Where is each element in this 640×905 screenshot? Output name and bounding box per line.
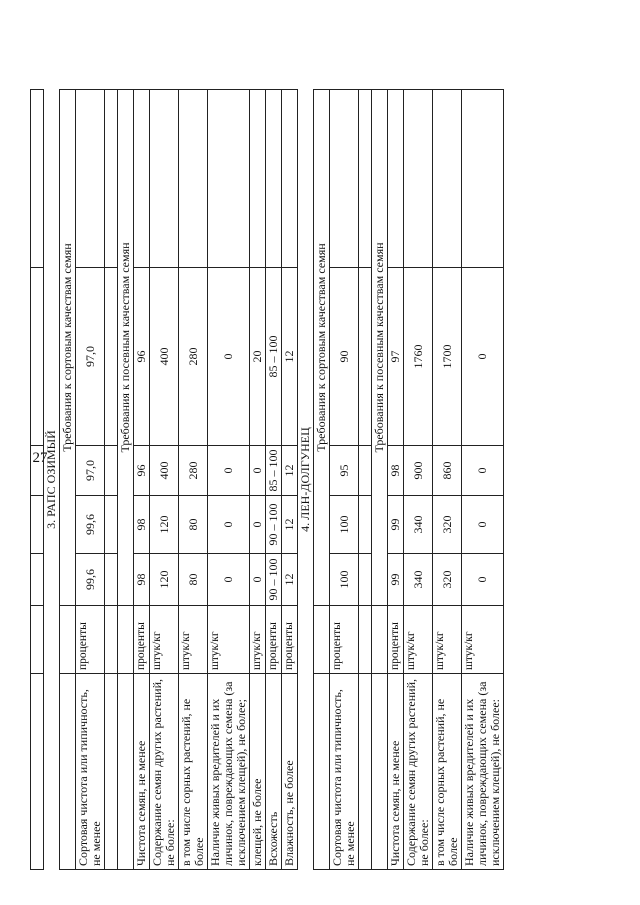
value-2: 320	[433, 496, 462, 554]
value-2: 90 – 100	[266, 496, 282, 554]
value-3: 85 – 100	[266, 446, 282, 496]
extra-empty	[433, 90, 462, 268]
blank-row	[359, 90, 372, 870]
value-1: 99,6	[76, 554, 105, 606]
table-row	[179, 90, 208, 870]
indicator-name: Сортовая чистота или типичность, не менее	[330, 674, 359, 870]
table-row	[388, 90, 404, 870]
unit-cell: проценты	[330, 606, 359, 674]
unit-cell: штук/кг	[208, 606, 250, 674]
value-1: 120	[150, 554, 179, 606]
section-title	[298, 90, 314, 870]
value-1: 80	[179, 554, 208, 606]
value-1: 98	[134, 554, 150, 606]
table-row	[250, 90, 266, 870]
unit-cell: проценты	[266, 606, 282, 674]
blank-cell	[31, 674, 44, 870]
extra-empty	[330, 90, 359, 268]
indicator-name: Чистота семян, не менее	[388, 674, 404, 870]
value-4: 97,0	[76, 268, 105, 446]
value-3: 97,0	[76, 446, 105, 496]
sub-empty	[60, 674, 76, 870]
sub-empty	[118, 674, 134, 870]
value-3: 0	[462, 446, 504, 496]
value-3: 12	[282, 446, 298, 496]
value-2: 80	[179, 496, 208, 554]
value-1: 0	[250, 554, 266, 606]
indicator-name: в том числе сорных растений, не более	[433, 674, 462, 870]
blank-cell	[105, 90, 118, 268]
value-4: 1700	[433, 268, 462, 446]
blank-cell	[105, 446, 118, 496]
value-3: 860	[433, 446, 462, 496]
table-row	[76, 90, 105, 870]
seed-requirements-table	[30, 90, 610, 870]
section-title-cell: 4. ЛЕН-ДОЛГУНЕЦ	[298, 90, 314, 870]
value-1: 12	[282, 554, 298, 606]
indicator-name: Сортовая чистота или типичность, не менее	[76, 674, 105, 870]
blank-cell	[359, 90, 372, 268]
value-1: 90 – 100	[266, 554, 282, 606]
blank-cell	[359, 674, 372, 870]
varietal-header	[314, 90, 330, 870]
extra-empty	[404, 90, 433, 268]
value-2: 12	[282, 496, 298, 554]
extra-empty	[134, 90, 150, 268]
sub-empty	[314, 606, 330, 674]
sub-empty	[60, 606, 76, 674]
indicator-name: Влажность, не более	[282, 674, 298, 870]
extra-empty	[76, 90, 105, 268]
blank-cell	[105, 268, 118, 446]
value-4: 96	[134, 268, 150, 446]
value-2: 0	[208, 496, 250, 554]
unit-cell: штук/кг	[404, 606, 433, 674]
value-4: 1760	[404, 268, 433, 446]
indicator-name: клещей, не более	[250, 674, 266, 870]
unit-cell: штук/кг	[150, 606, 179, 674]
sub-empty	[314, 674, 330, 870]
table-row	[330, 90, 359, 870]
value-3: 280	[179, 446, 208, 496]
value-4: 0	[462, 268, 504, 446]
table-row	[150, 90, 179, 870]
extra-empty	[179, 90, 208, 268]
extra-empty	[266, 90, 282, 268]
varietal-header-cell: Требования к сортовым качествам семян	[314, 90, 330, 606]
sowing-header-cell: Требования к посевным качествам семян	[372, 90, 388, 606]
value-4: 20	[250, 268, 266, 446]
unit-cell: штук/кг	[433, 606, 462, 674]
sowing-header	[118, 90, 134, 870]
extra-empty	[150, 90, 179, 268]
blank-cell	[105, 496, 118, 554]
value-2: 99,6	[76, 496, 105, 554]
blank-cell	[31, 268, 44, 446]
blank-cell	[359, 446, 372, 496]
value-1: 100	[330, 554, 359, 606]
value-4: 85 – 100	[266, 268, 282, 446]
table-row	[282, 90, 298, 870]
value-1: 0	[462, 554, 504, 606]
blank-cell	[31, 90, 44, 268]
indicator-name: Всхожесть	[266, 674, 282, 870]
value-3: 0	[250, 446, 266, 496]
blank-cell	[31, 496, 44, 554]
unit-cell: штук/кг	[462, 606, 504, 674]
varietal-header	[60, 90, 76, 870]
table-row	[266, 90, 282, 870]
unit-cell: штук/кг	[179, 606, 208, 674]
sowing-header-cell: Требования к посевным качествам семян	[118, 90, 134, 606]
value-3: 96	[134, 446, 150, 496]
indicator-name: в том числе сорных растений, не более	[179, 674, 208, 870]
blank-cell	[105, 554, 118, 606]
value-4: 90	[330, 268, 359, 446]
table-row	[404, 90, 433, 870]
extra-empty	[208, 90, 250, 268]
extra-empty	[388, 90, 404, 268]
unit-cell: проценты	[76, 606, 105, 674]
sowing-header	[372, 90, 388, 870]
blank-cell	[31, 606, 44, 674]
varietal-header-cell: Требования к сортовым качествам семян	[60, 90, 76, 606]
section-title-cell: 3. РАПС ОЗИМЫЙ	[44, 90, 60, 870]
unit-cell: проценты	[388, 606, 404, 674]
value-2: 0	[250, 496, 266, 554]
value-3: 95	[330, 446, 359, 496]
indicator-name: Содержание семян других растений, не более:	[150, 674, 179, 870]
blank-row	[105, 90, 118, 870]
value-1: 0	[208, 554, 250, 606]
value-1: 340	[404, 554, 433, 606]
blank-cell	[105, 674, 118, 870]
blank-cell	[31, 446, 44, 496]
value-4: 0	[208, 268, 250, 446]
requirements-grid	[30, 89, 504, 870]
section-title	[44, 90, 60, 870]
sub-empty	[118, 606, 134, 674]
value-2: 120	[150, 496, 179, 554]
value-2: 340	[404, 496, 433, 554]
value-4: 280	[179, 268, 208, 446]
blank-cell	[31, 554, 44, 606]
extra-empty	[282, 90, 298, 268]
blank-cell	[105, 606, 118, 674]
value-1: 99	[388, 554, 404, 606]
unit-cell: штук/кг	[250, 606, 266, 674]
unit-cell: проценты	[282, 606, 298, 674]
value-2: 100	[330, 496, 359, 554]
value-4: 400	[150, 268, 179, 446]
indicator-name: Содержание семян других растений, не более:	[404, 674, 433, 870]
value-4: 97	[388, 268, 404, 446]
blank-row	[31, 90, 44, 870]
indicator-name: Чистота семян, не менее	[134, 674, 150, 870]
value-2: 0	[462, 496, 504, 554]
blank-cell	[359, 606, 372, 674]
indicator-name: Наличие живых вредителей и их личинок, повреждающих семена (за исключением клещей), не более;	[208, 674, 250, 870]
table-row	[462, 90, 504, 870]
unit-cell: проценты	[134, 606, 150, 674]
table-row	[208, 90, 250, 870]
blank-cell	[359, 268, 372, 446]
extra-empty	[250, 90, 266, 268]
sub-empty	[372, 674, 388, 870]
indicator-name: Наличие живых вредителей и их личинок, повреждающих семена (за исключением клещей), не более:	[462, 674, 504, 870]
page-number: 27	[32, 450, 48, 466]
value-3: 0	[208, 446, 250, 496]
value-2: 98	[134, 496, 150, 554]
table-row	[134, 90, 150, 870]
value-3: 98	[388, 446, 404, 496]
value-3: 900	[404, 446, 433, 496]
sub-empty	[372, 606, 388, 674]
value-4: 12	[282, 268, 298, 446]
blank-cell	[359, 554, 372, 606]
blank-cell	[359, 496, 372, 554]
table-row	[433, 90, 462, 870]
value-1: 320	[433, 554, 462, 606]
value-2: 99	[388, 496, 404, 554]
value-3: 400	[150, 446, 179, 496]
extra-empty	[462, 90, 504, 268]
